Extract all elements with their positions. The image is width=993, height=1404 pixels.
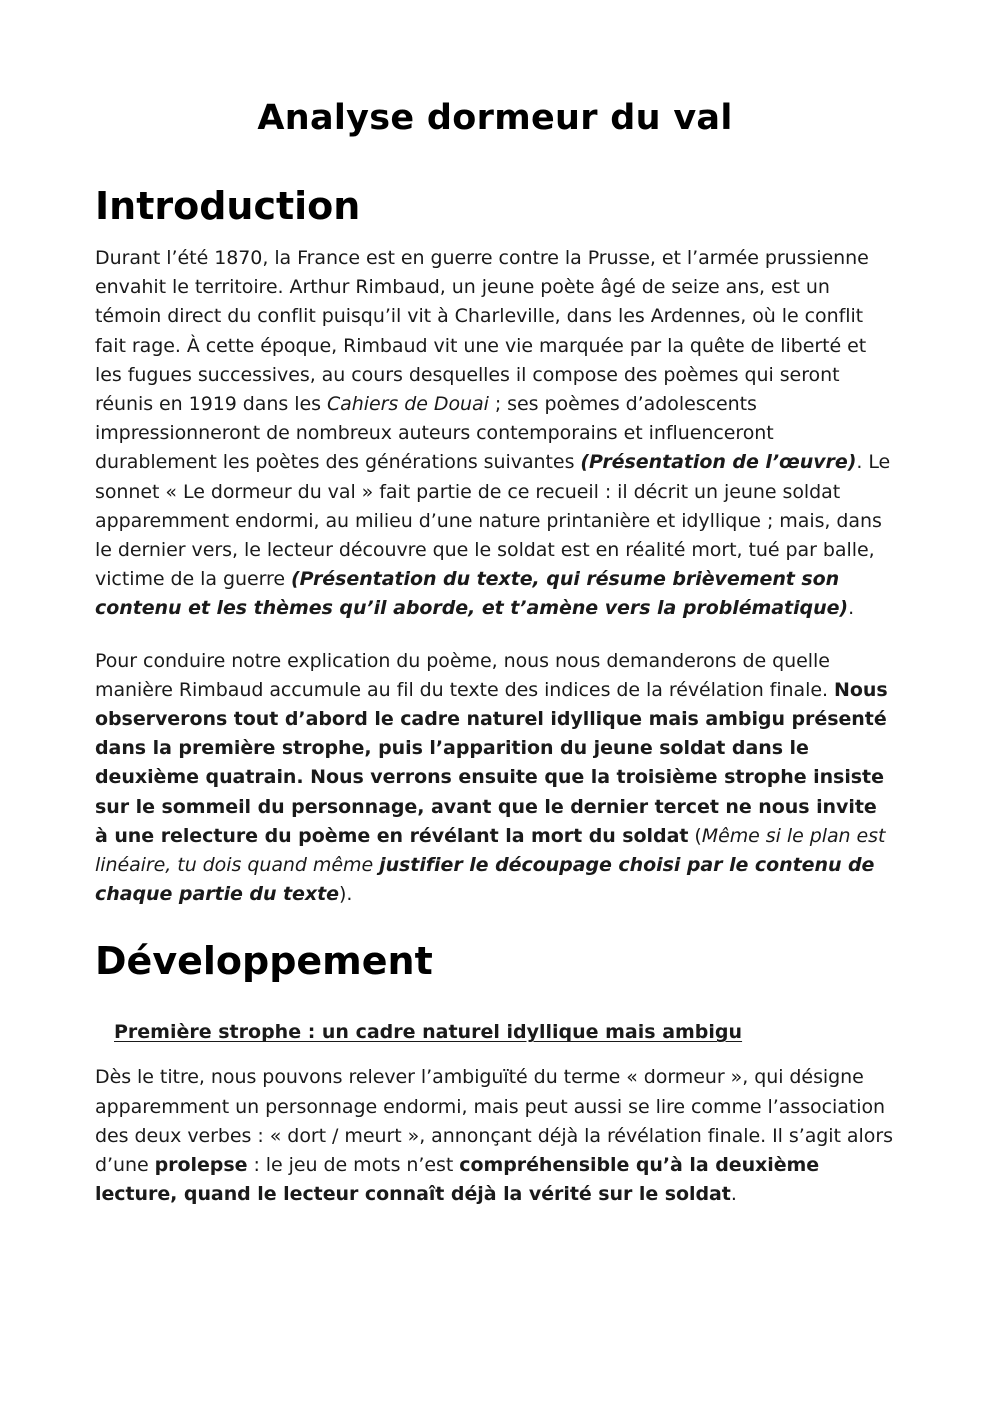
part1-heading: Première strophe : un cadre naturel idyllique mais ambigu: [114, 1021, 743, 1044]
intro-p2-text-3: ).: [338, 883, 353, 906]
document-page: [95, 92, 895, 1209]
intro-p1-text-4: .: [848, 597, 855, 620]
plan-note-italic: Même si le plan est linéaire, tu dois quand même: [95, 824, 886, 877]
intro-p1-text-3: . Le sonnet « Le dormeur du val » fait partie de ce recueil : il décrit un jeune soldat apparemment endormi, au milieu d’une nature printanière et idyllique ; mais, dans le dernier vers, le lecteur découvre que le soldat est en réalité mort, tué par balle, victime de la guerre: [95, 451, 891, 591]
introduction-heading: Introduction: [95, 184, 361, 228]
dev-p1-text-1: Dès le titre, nous pouvons relever l’ambiguïté du terme « dormeur », qui désigne apparemment un personnage endormi, mais peut aussi se lire comme l’association des deux verbes : « dort / meurt », annonçant déjà la révélation finale. Il s’agit alors d’une: [95, 1066, 893, 1177]
intro-p2-text-2: (: [688, 824, 702, 847]
developpement-paragraph-1: [95, 1063, 895, 1209]
dev-p1-text-3: .: [730, 1183, 737, 1206]
presentation-texte-note: (Présentation du texte, qui résume brièvement son contenu et les thèmes qu’il aborde, et t’amène vers la problématique): [95, 568, 849, 620]
document-title: Analyse dormeur du val: [257, 98, 733, 138]
work-title: Cahiers de Douai: [326, 393, 489, 416]
introduction-paragraph-2: [95, 647, 895, 910]
presentation-oeuvre-note: (Présentation de l’œuvre): [580, 451, 857, 474]
plan-announcement: Nous observerons tout d’abord le cadre naturel idyllique mais ambigu présenté dans la première strophe, puis l’apparition du jeune soldat dans le deuxième quatrain. Nous verrons ensuite que la troisième strophe insiste sur le sommeil du personnage, avant que le dernier tercet ne nous invite à une relecture du poème en révélant la mort du soldat: [95, 678, 888, 847]
developpement-heading: Développement: [95, 939, 433, 984]
intro-p1-text-1: Durant l’été 1870, la France est en guerre contre la Prusse, et l’armée prussienne envahit le territoire. Arthur Rimbaud, un jeune poète âgé de seize ans, est un témoin direct du conflit puisqu’il vit à Charleville, dans les Ardennes, où le conflit fait rage. À cette époque, Rimbaud vit une vie marquée par la quête de liberté et les fugues successives, au cours desquelles il compose des poèmes qui seront réunis en 1919 dans les: [95, 247, 869, 416]
intro-p1-text-2: ; ses poèmes d’adolescents impressionneront de nombreux auteurs contemporains et influenceront durablement les poètes des générations suivantes: [95, 393, 774, 474]
comprehension-emphasis: compréhensible qu’à la deuxième lecture, quand le lecteur connaît déjà la vérité sur le soldat: [95, 1154, 820, 1206]
plan-note-bold: justifier le découpage choisi par le contenu de chaque partie du texte: [95, 854, 875, 906]
introduction-paragraph-1: [95, 244, 895, 624]
intro-p2-text-1: Pour conduire notre explication du poème, nous nous demanderons de quelle manière Rimbaud accumule au fil du texte des indices de la révélation finale.: [95, 649, 834, 701]
prolepse-term: prolepse: [154, 1154, 248, 1177]
dev-p1-text-2: : le jeu de mots n’est: [247, 1154, 460, 1177]
